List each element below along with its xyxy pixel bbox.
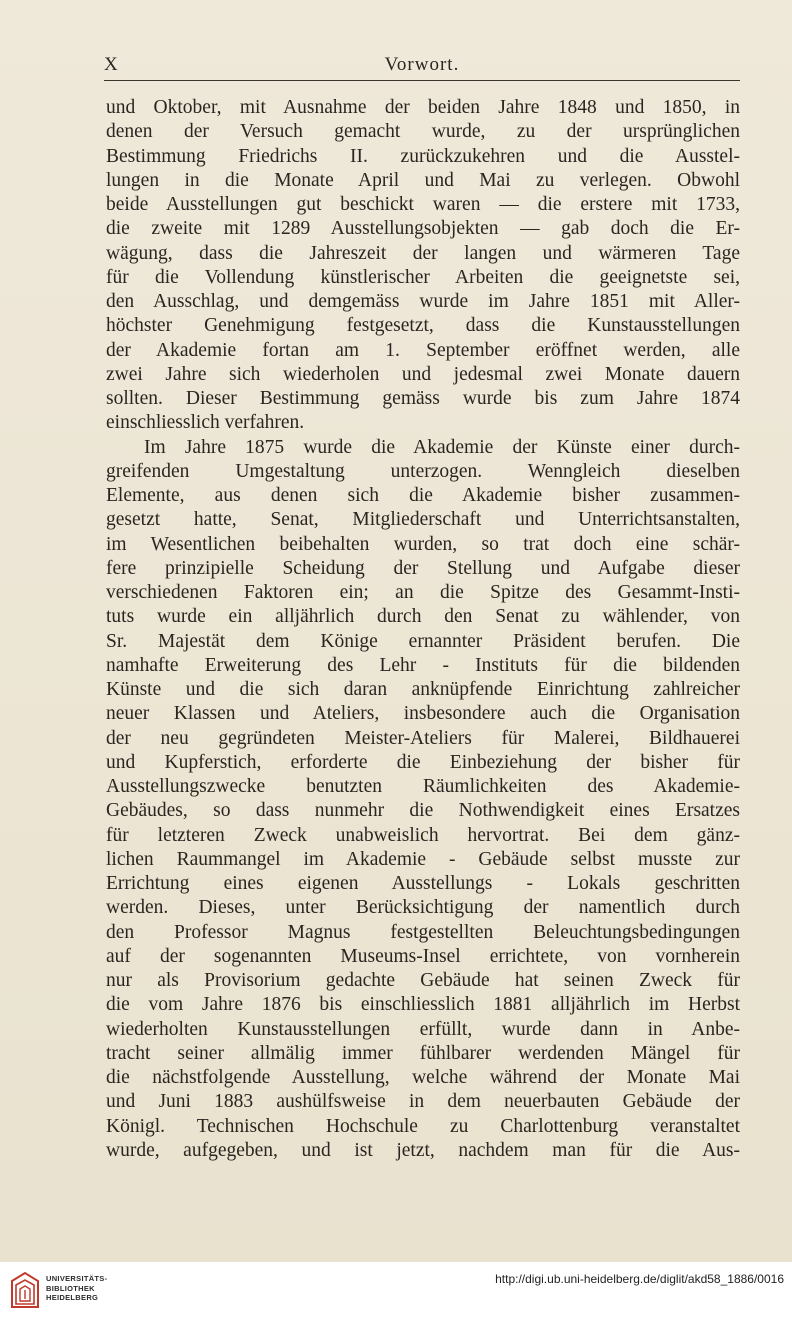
text-line: lungen in die Monate April und Mai zu verlegen. Obwohl <box>106 169 740 191</box>
text-line: Im Jahre 1875 wurde die Akademie der Künste einer durch- <box>144 436 740 458</box>
text-line: höchster Genehmigung festgesetzt, dass die Kunstausstellungen <box>106 315 740 337</box>
running-head <box>104 54 740 81</box>
text-line: Elemente, aus denen sich die Akademie bisher zusammen- <box>106 485 740 506</box>
text-line: Künste und die sich daran anknüpfende Einrichtung zahlreicher <box>106 679 740 700</box>
text-line: Königl. Technischen Hochschule zu Charlottenburg veranstaltet <box>106 1115 740 1137</box>
body-text <box>106 96 740 1163</box>
text-line: zwei Jahre sich wiederholen und jedesmal zwei Monate dauern <box>106 363 740 385</box>
text-line: den Professor Magnus festgestellten Beleuchtungsbedingungen <box>106 921 740 943</box>
text-line: einschliesslich verfahren. <box>106 412 305 434</box>
text-line: verschiedenen Faktoren ein; an die Spitze des Gesammt-Insti- <box>106 582 740 603</box>
text-line: werden. Dieses, unter Berücksichtigung der namentlich durch <box>106 897 740 919</box>
text-line: fere prinzipielle Scheidung der Stellung und Aufgabe dieser <box>106 557 740 579</box>
text-line: wiederholten Kunstausstellungen erfüllt, wurde dann in Anbe- <box>106 1018 740 1040</box>
text-line: auf der sogenannten Museums-Insel errichtete, von vornherein <box>106 945 740 967</box>
text-line: für letzteren Zweck unabweislich hervortrat. Bei dem gänz- <box>106 824 740 846</box>
text-line: die vom Jahre 1876 bis einschliesslich 1881 alljährlich im Herbst <box>106 994 740 1016</box>
page-title: Vorwort. <box>384 54 460 75</box>
text-line: wurde, aufgegeben, und ist jetzt, nachdem man für die Aus- <box>106 1139 740 1161</box>
text-line: sollten. Dieser Bestimmung gemäss wurde bis zum Jahre 1874 <box>106 388 740 409</box>
text-line: und Juni 1883 aushülfsweise in dem neuerbauten Gebäude der <box>106 1091 740 1113</box>
permalink-url[interactable]: http://digi.ub.uni-heidelberg.de/diglit/akd58_1886/0016 <box>495 1272 784 1286</box>
library-footer <box>0 1262 792 1319</box>
text-line: neuer Klassen und Ateliers, insbesondere auch die Organisation <box>106 703 740 725</box>
text-line: für die Vollendung künstlerischer Arbeiten die geeignetste sei, <box>106 266 740 288</box>
text-line: namhafte Erweiterung des Lehr - Instituts für die bildenden <box>106 654 740 676</box>
text-line: und Kupferstich, erforderte die Einbeziehung der bisher für <box>106 751 740 773</box>
text-line: Ausstellungszwecke benutzten Räumlichkeiten des Akademie- <box>106 776 740 797</box>
text-line: beide Ausstellungen gut beschickt waren — die erstere mit 1733, <box>106 194 740 215</box>
text-line: greifenden Umgestaltung unterzogen. Wenngleich dieselben <box>106 460 740 482</box>
text-line: Errichtung eines eigenen Ausstellungs - Lokals geschritten <box>106 873 740 894</box>
text-line: tuts wurde ein alljährlich durch den Senat zu wählender, von <box>106 606 740 628</box>
text-line: im Wesentlichen beibehalten wurden, so trat doch eine schär- <box>106 533 740 555</box>
text-line: lichen Raummangel im Akademie - Gebäude selbst musste zur <box>106 848 740 870</box>
text-line: tracht seiner allmälig immer fühlbarer werdenden Mängel für <box>106 1042 740 1064</box>
library-name: UNIVERSITÄTS- BIBLIOTHEK HEIDELBERG <box>46 1274 108 1302</box>
text-line: der Akademie fortan am 1. September eröffnet werden, alle <box>106 339 740 361</box>
text-line: denen der Versuch gemacht wurde, zu der ursprünglichen <box>106 121 740 143</box>
text-line: nur als Provisorium gedachte Gebäude hat seinen Zweck für <box>106 970 740 991</box>
text-line: gesetzt hatte, Senat, Mitgliederschaft und Unterrichtsanstalten, <box>106 509 740 531</box>
text-line: Sr. Majestät dem Könige ernannter Präsident berufen. Die <box>106 630 740 652</box>
text-line: die zweite mit 1289 Ausstellungsobjekten — gab doch die Er- <box>106 218 740 240</box>
text-line: Gebäudes, so dass nunmehr die Nothwendigkeit eines Ersatzes <box>106 800 740 822</box>
text-line: den Ausschlag, und demgemäss wurde im Jahre 1851 mit Aller- <box>106 291 740 312</box>
page-number: X <box>104 54 119 75</box>
text-line: die nächstfolgende Ausstellung, welche während der Monate Mai <box>106 1067 740 1088</box>
library-logo-icon <box>10 1271 40 1309</box>
text-line: wägung, dass die Jahreszeit der langen und wärmeren Tage <box>106 242 740 264</box>
text-line: und Oktober, mit Ausnahme der beiden Jahre 1848 und 1850, in <box>106 97 740 118</box>
text-line: Bestimmung Friedrichs II. zurückzukehren und die Ausstel- <box>106 145 740 167</box>
text-line: der neu gegründeten Meister-Ateliers für Malerei, Bildhauerei <box>106 727 740 749</box>
